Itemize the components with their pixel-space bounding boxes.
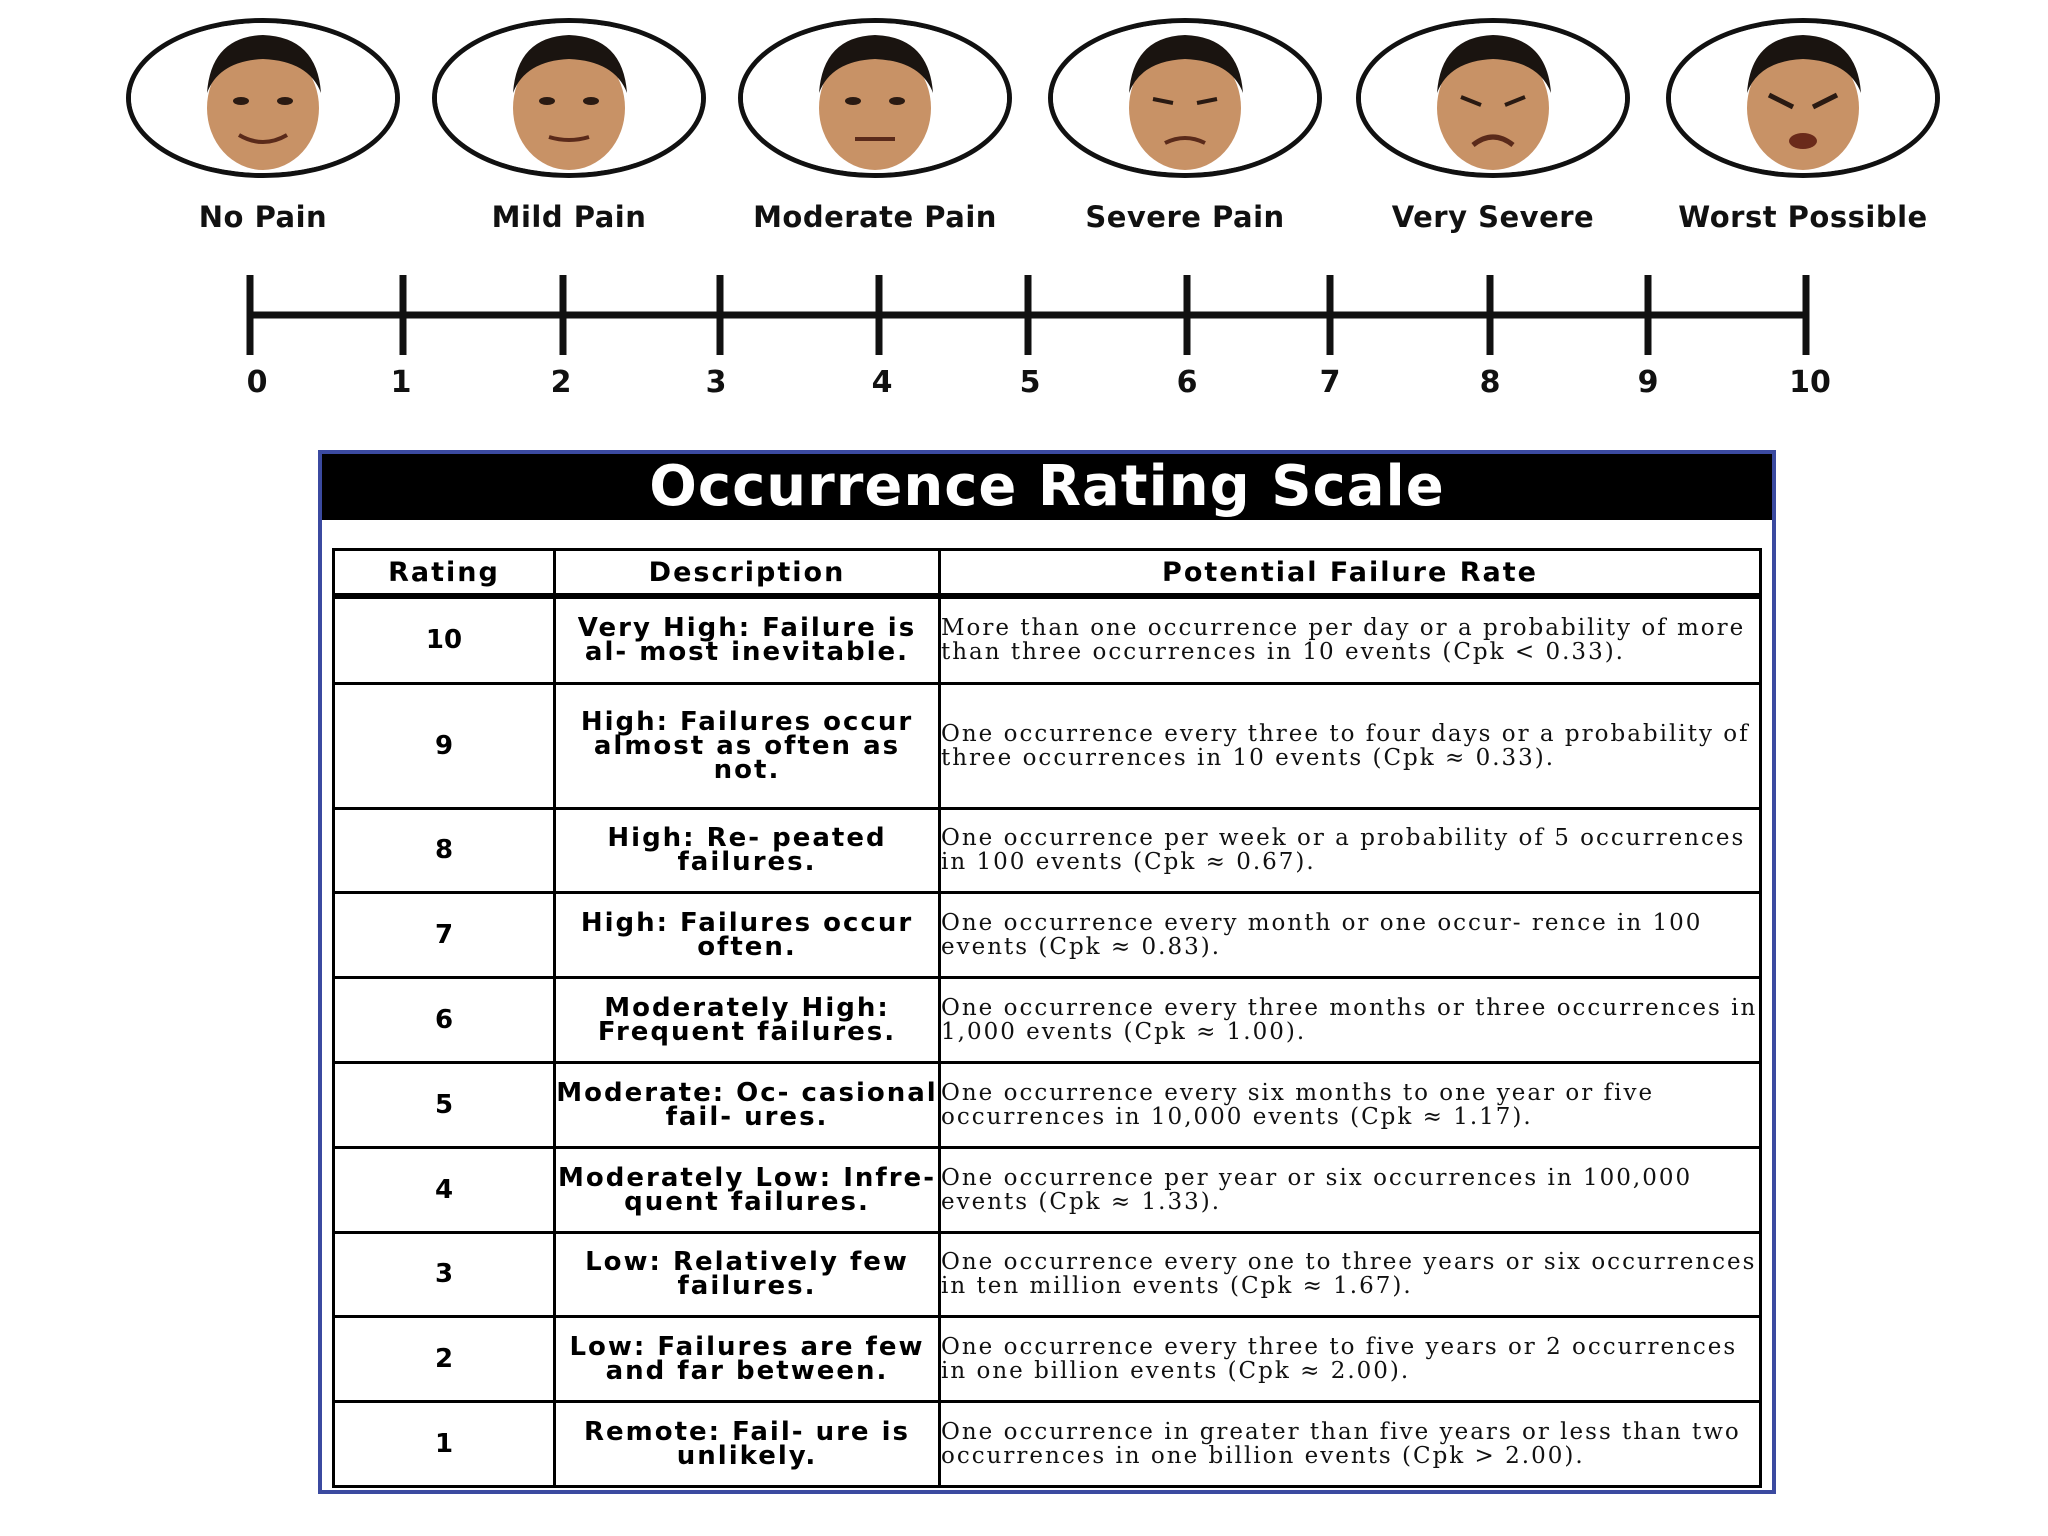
- failure-rate-cell: More than one occurrence per day or a probability of more than three occurrences in 10 events (Cpk < 0.33).: [940, 596, 1761, 683]
- table-title-bar: [322, 454, 1772, 520]
- description-cell: Low: Failures are few and far between.: [555, 1317, 940, 1402]
- occurrence-rating-table: [332, 548, 1762, 1488]
- description-cell: Moderate: Oc- casional fail- ures.: [555, 1062, 940, 1147]
- face-label: Very Severe: [1391, 200, 1595, 234]
- pain-face: [730, 18, 1020, 234]
- rating-cell: 2: [334, 1317, 555, 1402]
- tick-label: 8: [1479, 365, 1501, 400]
- description-cell: High: Re- peated failures.: [555, 808, 940, 893]
- face-label: Severe Pain: [1085, 200, 1285, 234]
- pain-number-line: [0, 260, 2048, 410]
- occurrence-rating-panel: [318, 450, 1776, 1494]
- tick-label: 0: [246, 365, 268, 400]
- table-row: [334, 893, 1761, 978]
- table-row: [334, 1317, 1761, 1402]
- description-cell: Low: Relatively few failures.: [555, 1232, 940, 1317]
- tick-label: 6: [1176, 365, 1198, 400]
- description-cell: Remote: Fail- ure is unlikely.: [555, 1402, 940, 1487]
- description-cell: Moderately Low: Infre- quent failures.: [555, 1147, 940, 1232]
- description-cell: Moderately High: Frequent failures.: [555, 978, 940, 1063]
- rating-cell: 7: [334, 893, 555, 978]
- face-worst-possible-icon: [1666, 18, 1940, 178]
- table-row: [334, 596, 1761, 683]
- failure-rate-cell: One occurrence per week or a probability of 5 occurrences in 100 events (Cpk ≈ 0.67).: [940, 808, 1761, 893]
- description-cell: High: Failures occur often.: [555, 893, 940, 978]
- failure-rate-cell: One occurrence every month or one occur- rence in 100 events (Cpk ≈ 0.83).: [940, 893, 1761, 978]
- table-row: [334, 1402, 1761, 1487]
- table-header-row: [334, 550, 1761, 597]
- rating-cell: 1: [334, 1402, 555, 1487]
- table-title: Occurrence Rating Scale: [649, 454, 1445, 519]
- pain-face: [1040, 18, 1330, 234]
- tick-label: 9: [1637, 365, 1659, 400]
- face-mild-pain-icon: [432, 18, 706, 178]
- face-label: Worst Possible: [1678, 200, 1928, 234]
- table-row: [334, 1147, 1761, 1232]
- failure-rate-cell: One occurrence in greater than five years or less than two occurrences in one billion events (Cpk > 2.00).: [940, 1402, 1761, 1487]
- face-very-severe-icon: [1356, 18, 1630, 178]
- tick-label: 3: [705, 365, 727, 400]
- pain-face: [1658, 18, 1948, 234]
- tick-label: 7: [1319, 365, 1341, 400]
- description-cell: High: Failures occur almost as often as not.: [555, 683, 940, 808]
- table-row: [334, 683, 1761, 808]
- column-header-failure-rate: Potential Failure Rate: [940, 550, 1761, 597]
- rating-cell: 10: [334, 596, 555, 683]
- failure-rate-cell: One occurrence every one to three years or six occurrences in ten million events (Cpk ≈ 1.67).: [940, 1232, 1761, 1317]
- column-header-description: Description: [555, 550, 940, 597]
- rating-cell: 5: [334, 1062, 555, 1147]
- number-line-axis: [0, 260, 2048, 370]
- rating-cell: 6: [334, 978, 555, 1063]
- tick-label: 5: [1019, 365, 1041, 400]
- tick-label: 2: [550, 365, 572, 400]
- pain-face: [118, 18, 408, 234]
- description-cell: Very High: Failure is al- most inevitable.: [555, 596, 940, 683]
- rating-cell: 9: [334, 683, 555, 808]
- rating-cell: 3: [334, 1232, 555, 1317]
- table-row: [334, 808, 1761, 893]
- face-label: Mild Pain: [491, 200, 647, 234]
- failure-rate-cell: One occurrence every three to five years or 2 occurrences in one billion events (Cpk ≈ 2.00).: [940, 1317, 1761, 1402]
- tick-label: 1: [390, 365, 412, 400]
- pain-face: [1348, 18, 1638, 234]
- rating-cell: 8: [334, 808, 555, 893]
- failure-rate-cell: One occurrence every three months or three occurrences in 1,000 events (Cpk ≈ 1.00).: [940, 978, 1761, 1063]
- table-row: [334, 978, 1761, 1063]
- face-label: No Pain: [198, 200, 328, 234]
- failure-rate-cell: One occurrence every three to four days or a probability of three occurrences in 10 events (Cpk ≈ 0.33).: [940, 683, 1761, 808]
- face-label: Moderate Pain: [753, 200, 997, 234]
- pain-face: [424, 18, 714, 234]
- face-severe-pain-icon: [1048, 18, 1322, 178]
- pain-faces-row: [0, 0, 2048, 240]
- table-row: [334, 1232, 1761, 1317]
- failure-rate-cell: One occurrence every six months to one year or five occurrences in 10,000 events (Cpk ≈ 1.17).: [940, 1062, 1761, 1147]
- column-header-rating: Rating: [334, 550, 555, 597]
- face-moderate-pain-icon: [738, 18, 1012, 178]
- tick-label: 10: [1789, 365, 1831, 400]
- table-row: [334, 1062, 1761, 1147]
- rating-cell: 4: [334, 1147, 555, 1232]
- face-no-pain-icon: [126, 18, 400, 178]
- tick-label: 4: [871, 365, 893, 400]
- failure-rate-cell: One occurrence per year or six occurrences in 100,000 events (Cpk ≈ 1.33).: [940, 1147, 1761, 1232]
